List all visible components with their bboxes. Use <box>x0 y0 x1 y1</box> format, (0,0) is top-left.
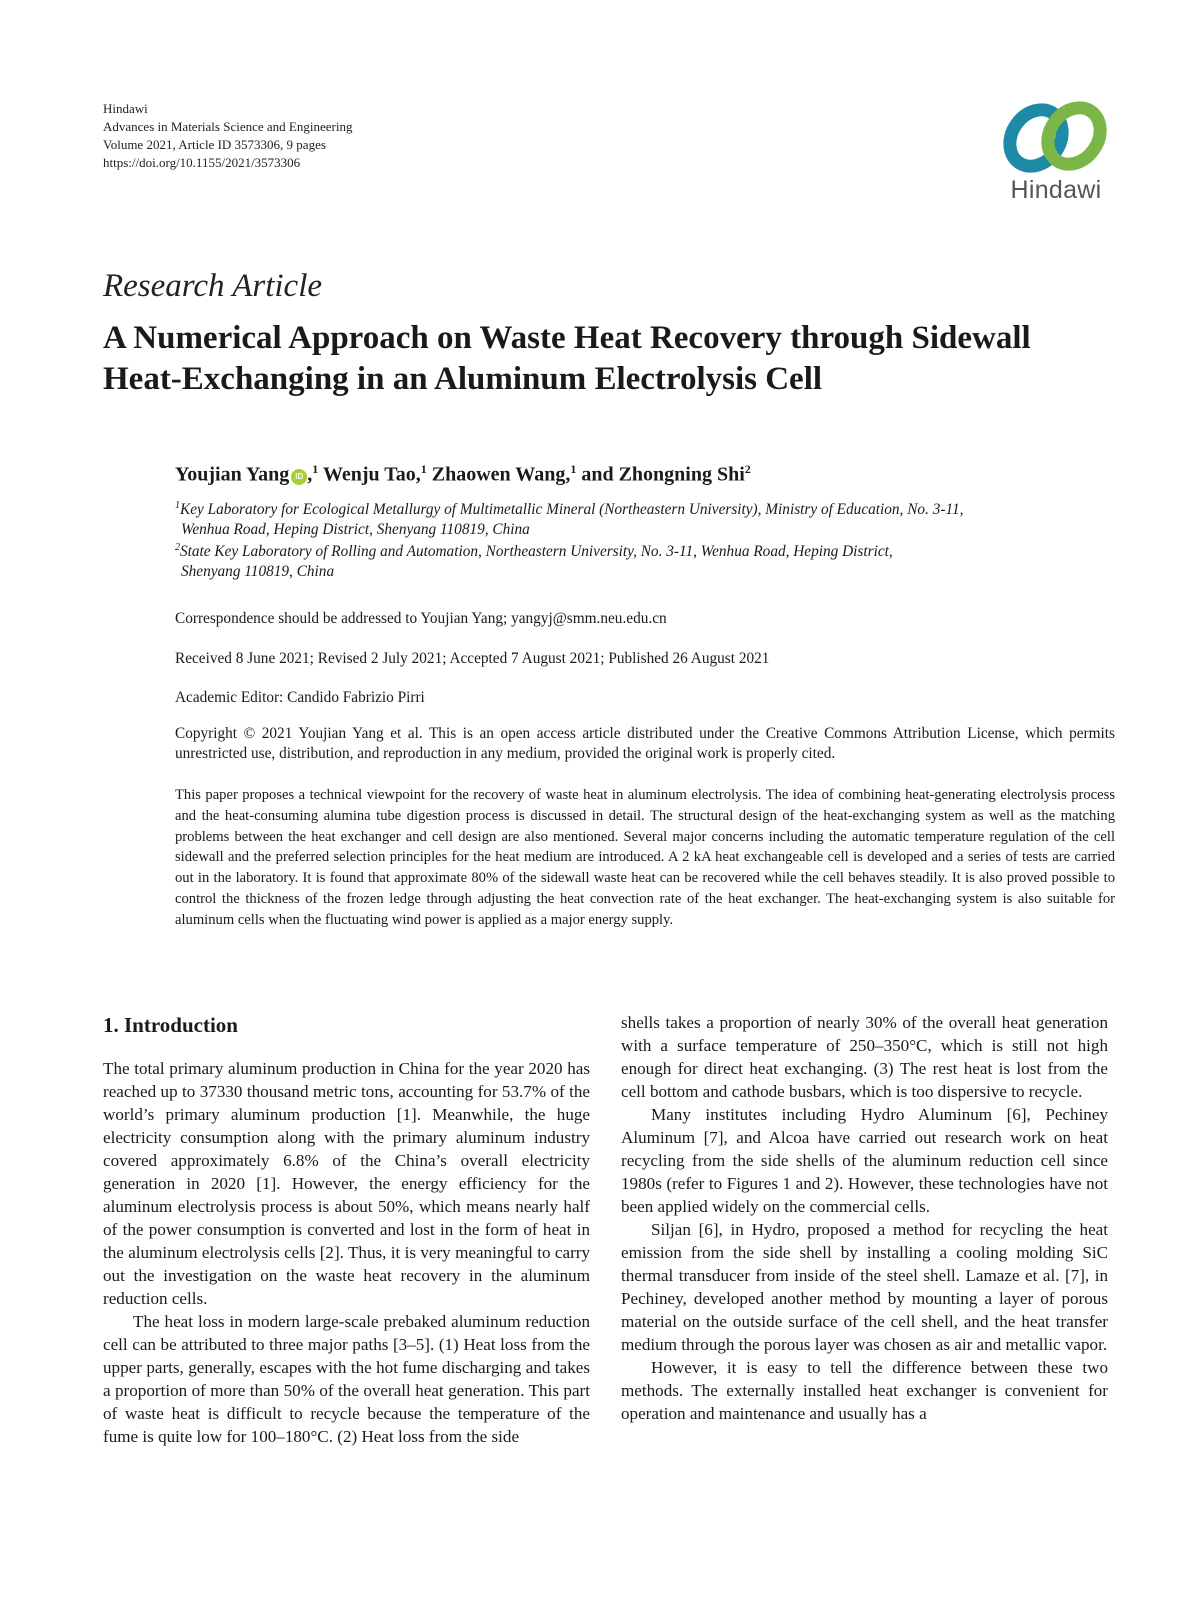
affiliation-line: Wenhua Road, Heping District, Shenyang 110819, China <box>181 521 530 539</box>
journal-volume: Volume 2021, Article ID 3573306, 9 pages <box>103 137 326 152</box>
hindawi-logo <box>1000 98 1112 208</box>
affiliation-line: State Key Laboratory of Rolling and Automation, Northeastern University, No. 3-11, Wenhua Road, Heping District, <box>180 543 893 561</box>
affiliation-1 <box>175 496 1115 540</box>
copyright-notice: Copyright © 2021 Youjian Yang et al. This is an open access article distributed under the Creative Commons Attribution License, which permits unrestricted use, distribution, and reproduction in any medium, provided the original work is properly cited. <box>175 725 1115 762</box>
section-heading: 1. Introduction <box>103 1013 238 1037</box>
author-name: Zhaowen Wang <box>431 463 566 486</box>
publisher-name: Hindawi <box>103 101 148 116</box>
author-name: Wenju Tao <box>322 463 416 486</box>
affiliation-number: 1 <box>175 500 180 511</box>
author-name: Youjian Yang <box>175 463 290 486</box>
logo-wordmark: Hindawi <box>1010 176 1102 204</box>
paragraph: However, it is easy to tell the difference between these two methods. The externally installed heat exchanger is convenient for operation and maintenance and usually has a <box>621 1358 1108 1423</box>
affiliation-2 <box>175 538 1115 582</box>
paragraph: The heat loss in modern large-scale prebaked aluminum reduction cell can be attributed to three major paths [3–5]. (1) Heat loss from the upper parts, generally, escapes with the hot fume discharging and takes a proportion of more than 50% of the overall heat generation. This part of waste heat is difficult to recycle because the temperature of the fume is quite low for 100–180°C. (2) Heat loss from the side <box>103 1312 590 1446</box>
author-affiliation-marker: 1 <box>570 462 577 476</box>
paragraph: Many institutes including Hydro Aluminum [6], Pechiney Aluminum [7], and Alcoa have carried out research work on heat recycling from the side shells of the aluminum reduction cell since 1980s (refer to Figures 1 and 2). However, these technologies have not been applied widely on the commercial cells. <box>621 1105 1108 1216</box>
affiliation-line: Key Laboratory for Ecological Metallurgy of Multimetallic Mineral (Northeastern University), Ministry of Education, No. 3-11, <box>180 501 964 519</box>
article-type: Research Article <box>103 268 323 304</box>
affiliation-number: 2 <box>175 542 180 553</box>
paragraph: shells takes a proportion of nearly 30% of the overall heat generation with a surface temperature of 250–350°C, which is still not high enough for direct heat exchanging. (3) The rest heat is lost from the cell bottom and cathode busbars, which is too dispersive to recycle. <box>621 1013 1108 1101</box>
article-title: A Numerical Approach on Waste Heat Recovery through Sidewall Heat-Exchanging in an Aluminum Electrolysis Cell <box>103 320 1031 397</box>
paragraph: Siljan [6], in Hydro, proposed a method for recycling the heat emission from the side shell by installing a cooling molding SiC thermal transducer from inside of the steel shell. Lamaze et al. [7], in Pechiney, developed another method by mounting a layer of porous material on the outside surface of the cell shell, and the heat transfer medium through the porous layer was chosen as air and metallic vapor. <box>621 1220 1108 1354</box>
paragraph: The total primary aluminum production in China for the year 2020 has reached up to 37330 thousand metric tons, accounting for 53.7% of the world’s primary aluminum production [1]. Meanwhile, the huge electricity consumption along with the primary aluminum industry covered approximately 6.8% of the China’s overall electricity generation in 2020 [1]. However, the energy efficiency for the aluminum electrolysis process is about 50%, which means nearly half of the power consumption is converted and lost in the form of heat in the aluminum electrolysis cells [2]. Thus, it is very meaningful to carry out the investigation on the waste heat recovery in the aluminum reduction cells. <box>103 1059 590 1308</box>
logo-rings-icon <box>1000 98 1112 176</box>
left-column <box>103 1057 590 1448</box>
affiliation-line: Shenyang 110819, China <box>181 563 335 581</box>
author-affiliation-marker: 1 <box>420 462 427 476</box>
abstract: This paper proposes a technical viewpoint for the recovery of waste heat in aluminum electrolysis. The idea of combining heat-generating electrolysis process and the heat-consuming alumina tube digestion process is discussed in detail. The structural design of the heat-exchanging system as well as the matching problems between the heat exchanger and cell design are also mentioned. Several major concerns including the automatic temperature regulation of the cell sidewall and the preferred selection principles for the heat medium are introduced. A 2 kA heat exchangeable cell is developed and a series of tests are carried out in the laboratory. It is found that approximate 80% of the sidewall waste heat can be recovered while the cell behaves steadily. It is also proved possible to control the thickness of the frozen ledge through adjusting the heat convection rate of the heat exchanger. The heat-exchanging system is also suitable for aluminum cells when the fluctuating wind power is applied as a major energy supply. <box>175 787 1115 928</box>
doi-link[interactable]: https://doi.org/10.1155/2021/3573306 <box>103 155 301 170</box>
correspondence: Correspondence should be addressed to Youjian Yang; yangyj@smm.neu.edu.cn <box>175 610 667 627</box>
academic-editor: Academic Editor: Candido Fabrizio Pirri <box>175 689 425 706</box>
author-list: Youjian Yang iD ,$^1$ Wenju Tao,$^1$ Zhaowen Wang,$^1$ and Zhongning Shi$^2$ <box>175 462 751 486</box>
journal-name: Advances in Materials Science and Engineering <box>103 119 353 134</box>
publication-dates: Received 8 June 2021; Revised 2 July 2021; Accepted 7 August 2021; Published 26 August 2021 <box>175 650 770 667</box>
journal-info <box>103 100 352 172</box>
author-name: Zhongning Shi <box>618 463 745 486</box>
authors-conjunction: and <box>581 463 614 486</box>
author-affiliation-marker: 2 <box>744 462 751 476</box>
author-affiliation-marker: 1 <box>312 462 319 476</box>
orcid-icon[interactable]: iD <box>291 469 307 485</box>
right-column <box>621 1011 1108 1425</box>
